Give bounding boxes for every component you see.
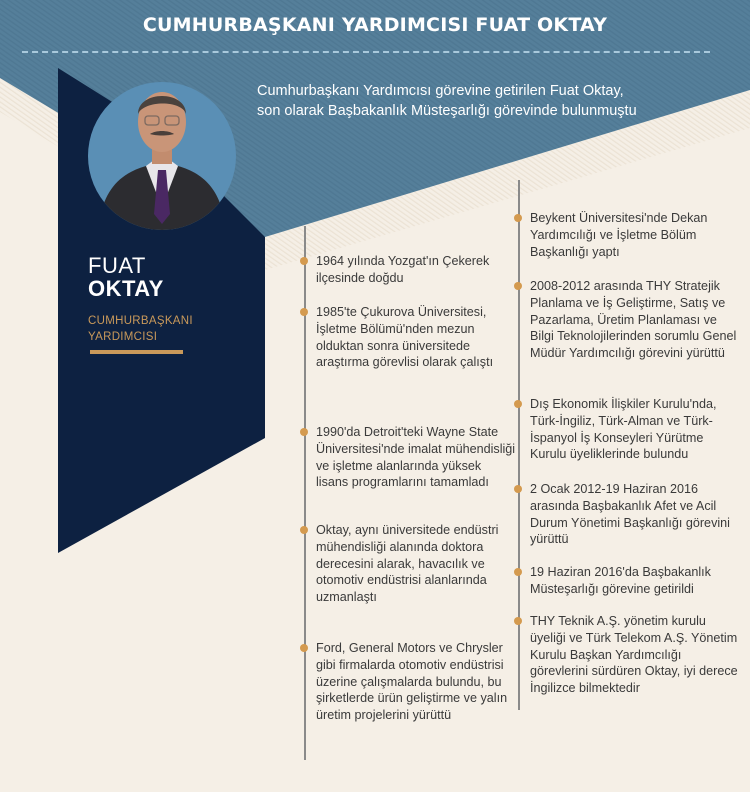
timeline-item: Dış Ekonomik İlişkiler Kurulu'nda, Türk-İngiliz, Türk-Alman ve Türk-İspanyol İş Konseyleri Yürütme Kurulu üyeliklerinde bulundu	[530, 396, 740, 463]
bullet-dot-icon	[514, 568, 522, 576]
timeline-line	[518, 180, 520, 710]
timeline-item: 1964 yılında Yozgat'ın Çekerek ilçesinde doğdu	[316, 253, 516, 287]
bullet-dot-icon	[514, 282, 522, 290]
bullet-dot-icon	[514, 214, 522, 222]
intro-text: Cumhurbaşkanı Yardımcısı görevine getirilen Fuat Oktay, son olarak Başbakanlık Müsteşarlığı görevinde bulunmuştu	[257, 83, 637, 119]
bullet-dot-icon	[514, 400, 522, 408]
page-title: CUMHURBAŞKANI YARDIMCISI FUAT OKTAY	[142, 14, 608, 36]
bullet-dot-icon	[300, 308, 308, 316]
bullet-dot-icon	[514, 485, 522, 493]
role-accent-bar	[90, 350, 183, 354]
role-line-1: CUMHURBAŞKANI	[88, 315, 193, 327]
role-line-2: YARDIMCISI	[88, 331, 158, 343]
timeline-item: 2 Ocak 2012-19 Haziran 2016 arasında Başbakanlık Afet ve Acil Durum Yönetimi Başkanlığı görevini yürüttü	[530, 481, 740, 548]
timeline-item: 2008-2012 arasında THY Stratejik Planlama ve İş Geliştirme, Satış ve Pazarlama, Üretim Planlaması ve Bilgi Teknolojilerinden sorumlu Genel Müdür Yardımcılığı görevini yürüttü	[530, 278, 740, 362]
timeline-item: Beykent Üniversitesi'nde Dekan Yardımcılığı ve İşletme Bölüm Başkanlığı yaptı	[530, 210, 740, 260]
timeline-line	[304, 226, 306, 760]
bullet-dot-icon	[300, 526, 308, 534]
name-first: FUAT	[88, 253, 146, 278]
person-icon	[88, 82, 236, 230]
title-divider	[22, 51, 710, 53]
timeline-item: 1990'da Detroit'teki Wayne State Üniversitesi'nde imalat mühendisliği ve işletme alanlarında yüksek lisans programlarını tamamladı	[316, 424, 516, 491]
bullet-dot-icon	[300, 257, 308, 265]
name-last: OKTAY	[88, 276, 164, 301]
timeline-item: THY Teknik A.Ş. yönetim kurulu üyeliği ve Türk Telekom A.Ş. Yönetim Kurulu Başkan Yardımcılığı görevlerini sürdüren Oktay, iyi derece İngilizce bilmektedir	[530, 613, 740, 697]
bullet-dot-icon	[514, 617, 522, 625]
role-title	[88, 313, 193, 345]
timeline-item: 19 Haziran 2016'da Başbakanlık Müsteşarlığı görevine getirildi	[530, 564, 740, 598]
timeline-item: 1985'te Çukurova Üniversitesi, İşletme Bölümü'nden mezun olduktan sonra üniversitede araştırma görevlisi olarak çalıştı	[316, 304, 516, 371]
portrait-photo	[88, 82, 236, 230]
bullet-dot-icon	[300, 428, 308, 436]
timeline-item: Ford, General Motors ve Chrysler gibi firmalarda otomotiv endüstrisi üzerine çalışmalarda bulundu, bu şirketlerde ürün geliştirme ve yalın üretim projelerini yürüttü	[316, 640, 516, 724]
timeline-item: Oktay, aynı üniversitede endüstri mühendisliği alanında doktora derecesini alarak, havacılık ve otomotiv endüstrisi alanlarında uzmanlaştı	[316, 522, 516, 606]
bullet-dot-icon	[300, 644, 308, 652]
